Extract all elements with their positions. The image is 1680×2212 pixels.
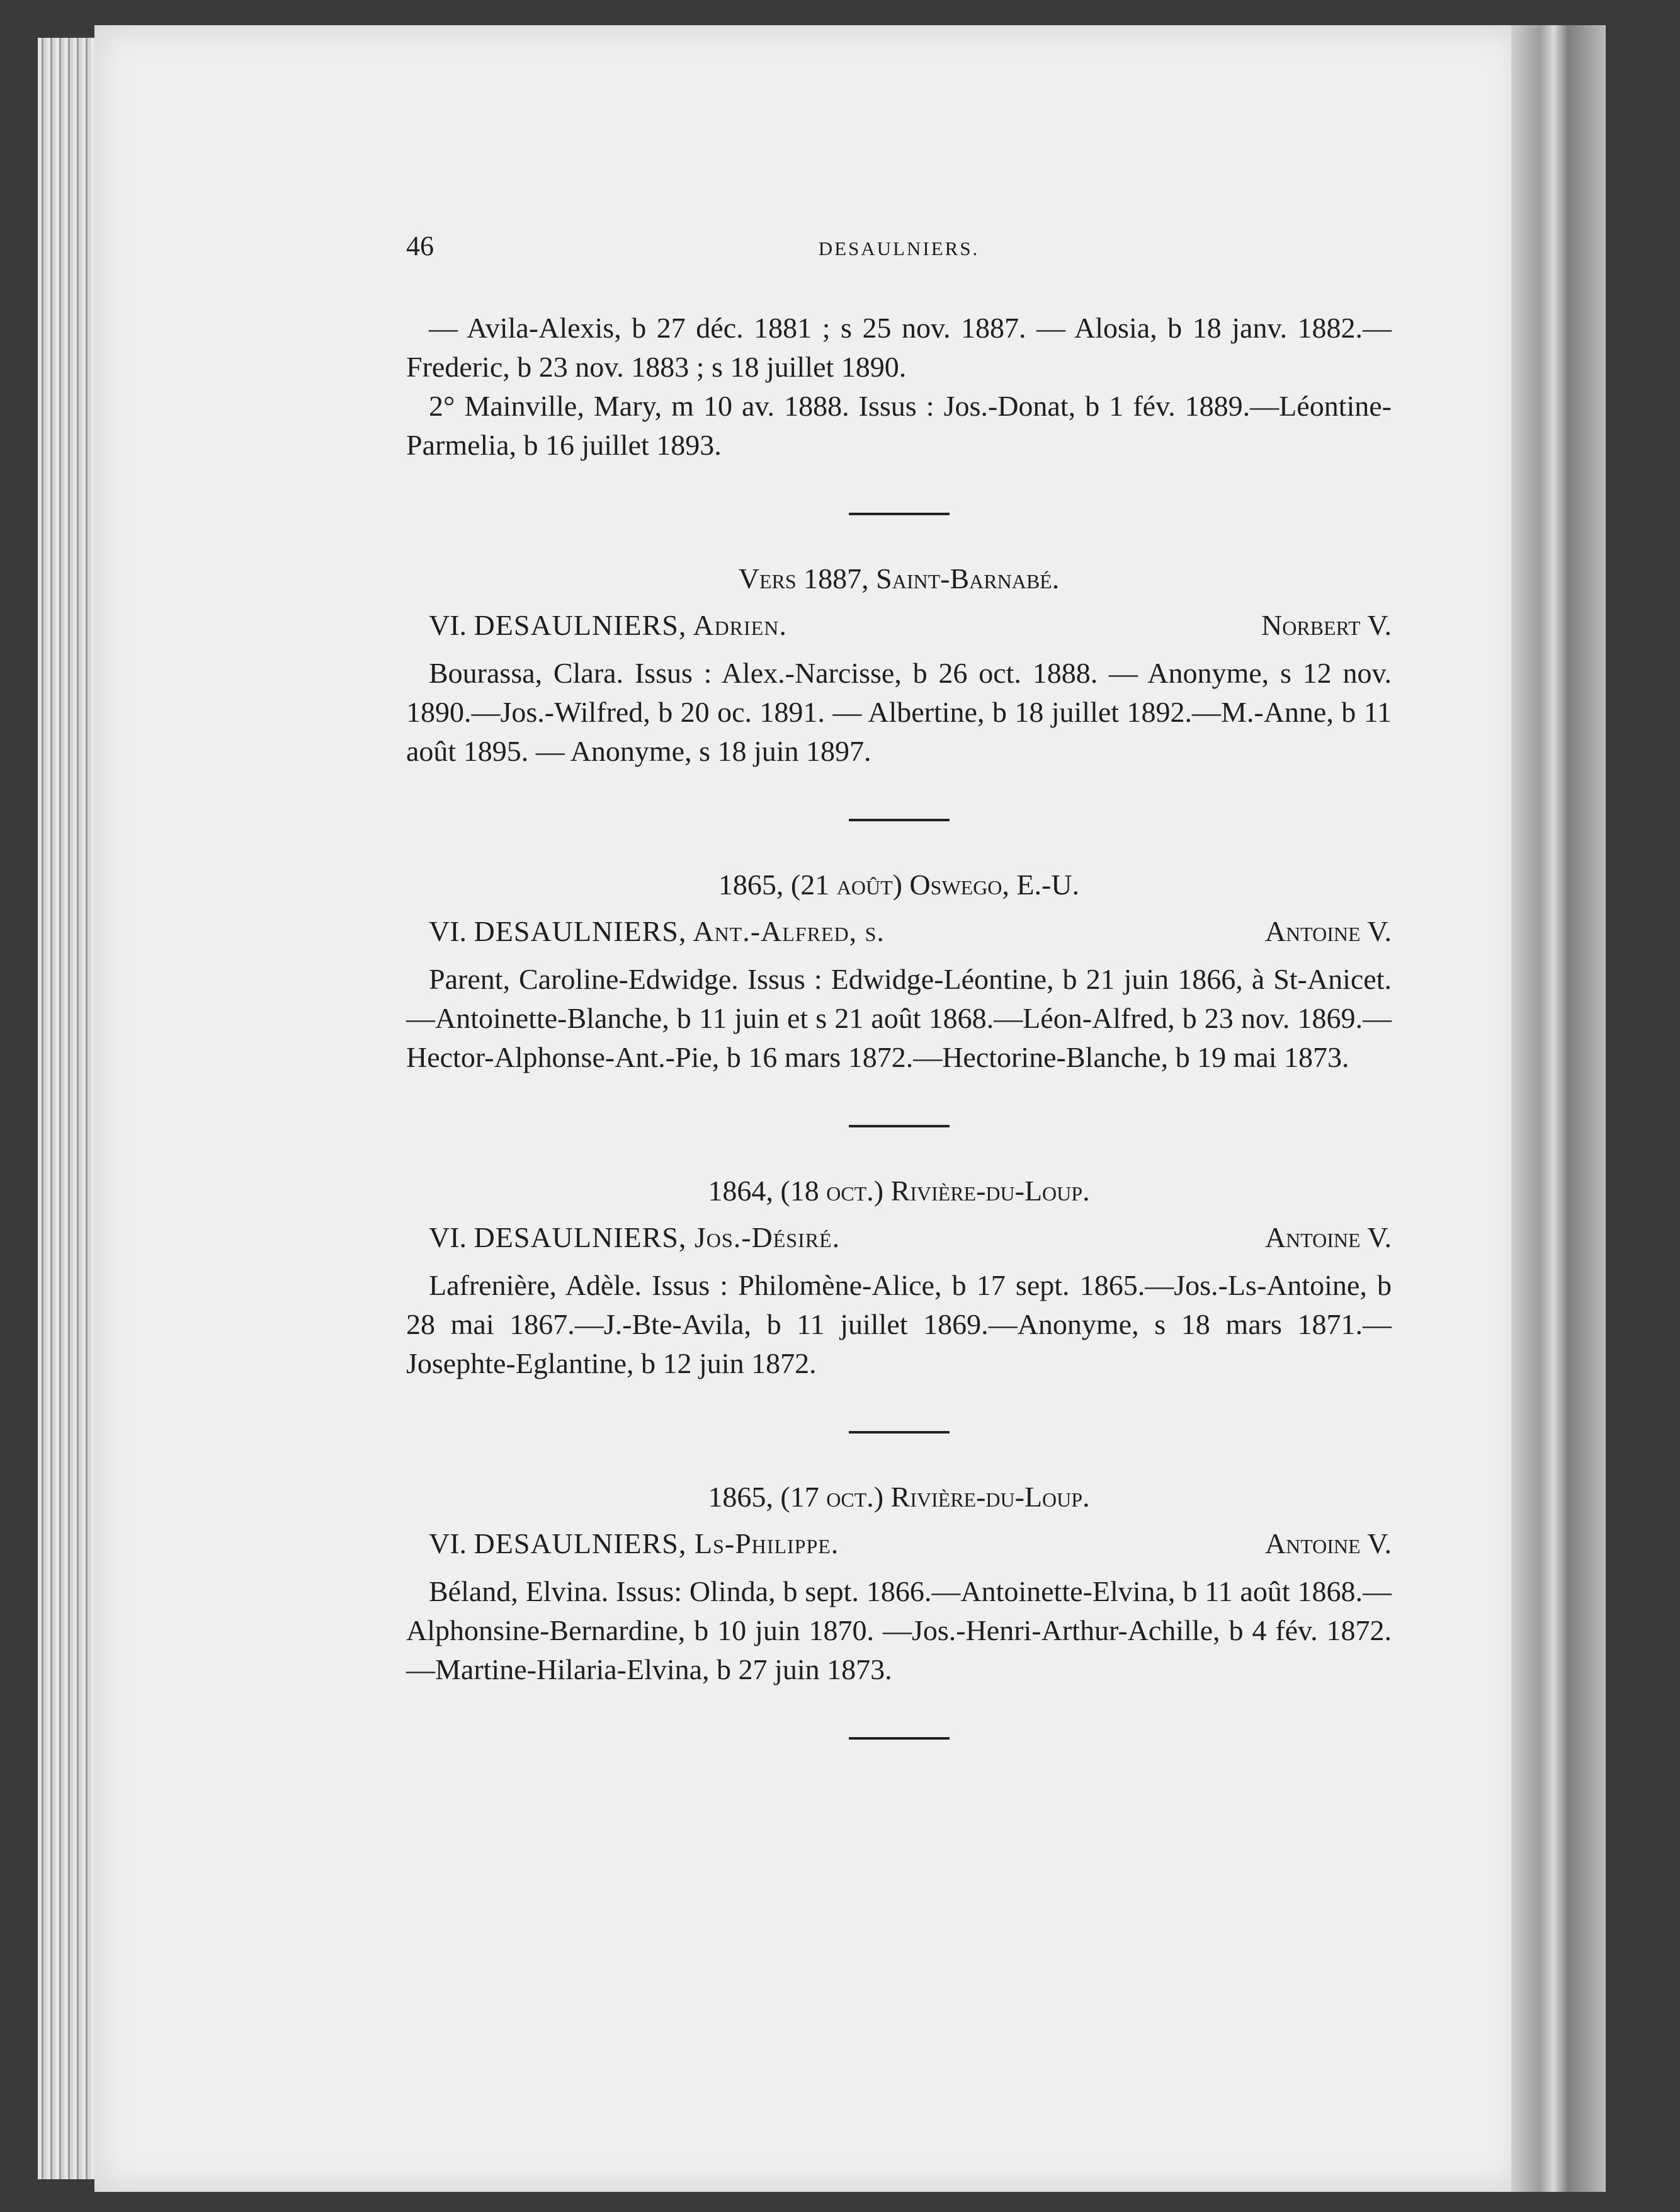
- section-divider: [849, 1431, 950, 1434]
- entry-generation: VI.: [429, 609, 467, 641]
- entry-parent: Antoine V.: [1264, 915, 1392, 947]
- entry-heading: [406, 912, 1392, 951]
- continuation-paragraph-2: 2° Mainville, Mary, m 10 av. 1888. Issus : Jos.-Donat, b 1 fév. 1889.—Léontine-Parmelia, b 16 juillet 1893.: [406, 390, 1392, 461]
- entry-generation: VI.: [429, 1527, 467, 1559]
- entry-generation: VI.: [429, 915, 467, 947]
- running-title: DESAULNIERS.: [818, 237, 980, 259]
- entry-heading: [406, 1218, 1392, 1257]
- entry-parent: Norbert V.: [1261, 609, 1392, 641]
- section-divider: [849, 1125, 950, 1127]
- section-divider: [849, 1737, 950, 1740]
- page-number: 46: [406, 231, 434, 261]
- entry: [406, 1172, 1392, 1383]
- entry-name: DESAULNIERS, Ant.-Alfred, s.: [474, 915, 885, 947]
- entry-place: Vers 1887, Saint-Barnabé.: [738, 562, 1060, 595]
- entry-name: DESAULNIERS, Jos.-Désiré.: [474, 1221, 841, 1253]
- book-spine-edge: [1511, 25, 1606, 2192]
- entry-generation: VI.: [429, 1221, 467, 1253]
- entry-text: Béland, Elvina. Issus: Olinda, b sept. 1866.—Antoinette-Elvina, b 11 août 1868.—Alphonsine-Bernardine, b 10 juin 1870. —Jos.-Henri-Arthur-Achille, b 4 fév. 1872.—Martine-Hilaria-Elvina, b 27 juin 1873.: [406, 1575, 1392, 1685]
- entry-text: Bourassa, Clara. Issus : Alex.-Narcisse, b 26 oct. 1888. — Anonyme, s 12 nov. 1890.—Jos.-Wilfred, b 20 oc. 1891. — Albertine, b 18 juillet 1892.—M.-Anne, b 11 août 1895. — Anonyme, s 18 juin 1897.: [406, 657, 1392, 767]
- entry-text: Parent, Caroline-Edwidge. Issus : Edwidge-Léontine, b 21 juin 1866, à St-Anicet.—Antoinette-Blanche, b 11 juin et s 21 août 1868.—Léon-Alfred, b 23 nov. 1869.—Hector-Alphonse-Ant.-Pie, b 16 mars 1872.—Hectorine-Blanche, b 19 mai 1873.: [406, 963, 1392, 1073]
- entry: [406, 559, 1392, 771]
- entry-name: DESAULNIERS, Ls-Philippe.: [474, 1527, 839, 1559]
- entry-name: DESAULNIERS, Adrien.: [474, 609, 787, 641]
- entry: [406, 1478, 1392, 1689]
- continuation-paragraph-1: — Avila-Alexis, b 27 déc. 1881 ; s 25 nov. 1887. — Alosia, b 18 janv. 1882.—Frederic, b 23 nov. 1883 ; s 18 juillet 1890.: [406, 312, 1392, 383]
- entry-place: 1865, (17 oct.) Rivière-du-Loup.: [708, 1481, 1090, 1513]
- entry: [406, 865, 1392, 1077]
- section-divider: [849, 513, 950, 515]
- entry-heading: [406, 1524, 1392, 1563]
- entry-heading: [406, 606, 1392, 645]
- entry-place: 1864, (18 oct.) Rivière-du-Loup.: [708, 1175, 1090, 1207]
- entry-text: Lafrenière, Adèle. Issus : Philomène-Alice, b 17 sept. 1865.—Jos.-Ls-Antoine, b 28 mai 1867.—J.-Bte-Avila, b 11 juillet 1869.—Anonyme, s 18 mars 1871.—Josephte-Eglantine, b 12 juin 1872.: [406, 1269, 1392, 1379]
- section-divider: [849, 819, 950, 821]
- entry-place: 1865, (21 août) Oswego, E.-U.: [718, 869, 1080, 901]
- entry-parent: Antoine V.: [1264, 1527, 1392, 1559]
- entry-parent: Antoine V.: [1264, 1221, 1392, 1253]
- page-text: [406, 227, 1392, 1784]
- page-header: [406, 227, 1392, 271]
